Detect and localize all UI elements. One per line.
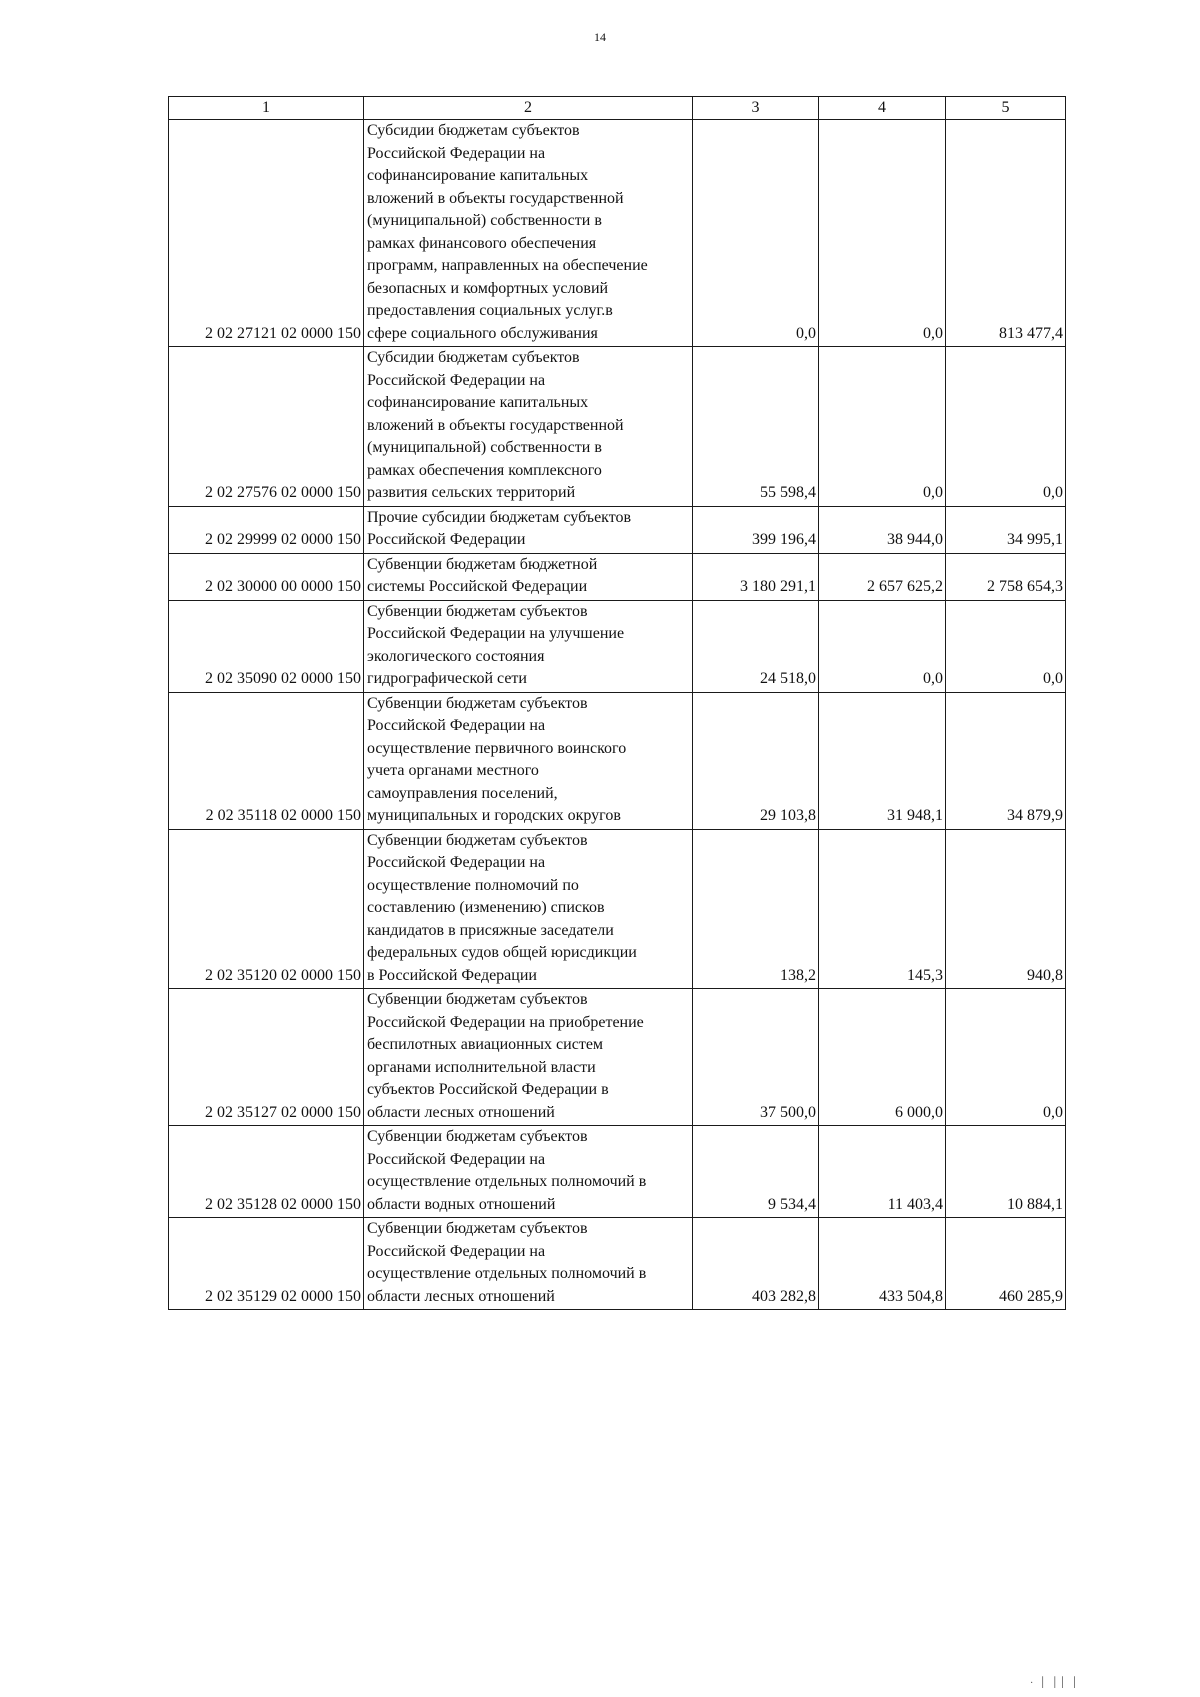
budget-classification-code: 2 02 27121 02 0000 150: [169, 120, 364, 347]
table-row: [169, 506, 1066, 553]
amount-col3: 138,2: [693, 829, 819, 989]
amount-col4: 0,0: [819, 347, 946, 507]
amount-col4: 2 657 625,2: [819, 553, 946, 600]
revenue-name: Прочие субсидии бюджетам субъектов Российской Федерации: [364, 506, 693, 553]
budget-classification-code: 2 02 27576 02 0000 150: [169, 347, 364, 507]
column-header-4: 4: [819, 97, 946, 120]
column-header-5: 5: [946, 97, 1066, 120]
amount-col3: 37 500,0: [693, 989, 819, 1126]
revenue-name: Субвенции бюджетам субъектов Российской Федерации на осуществление первичного воинского учета органами местного самоуправления поселений, муниципальных и городских округов: [364, 692, 693, 829]
amount-col3: 3 180 291,1: [693, 553, 819, 600]
revenue-name: Субвенции бюджетам субъектов Российской Федерации на улучшение экологического состояния гидрографической сети: [364, 600, 693, 692]
amount-col4: 0,0: [819, 120, 946, 347]
revenue-name: Субсидии бюджетам субъектов Российской Федерации на софинансирование капитальных вложений в объекты государственной (муниципальной) собственности в рамках обеспечения комплексного развития сельских территорий: [364, 347, 693, 507]
amount-col3: 0,0: [693, 120, 819, 347]
amount-col5: 2 758 654,3: [946, 553, 1066, 600]
amount-col3: 403 282,8: [693, 1218, 819, 1310]
budget-classification-code: 2 02 35090 02 0000 150: [169, 600, 364, 692]
amount-col5: 460 285,9: [946, 1218, 1066, 1310]
amount-col3: 24 518,0: [693, 600, 819, 692]
table-row: [169, 1218, 1066, 1310]
table-row: [169, 600, 1066, 692]
amount-col3: 55 598,4: [693, 347, 819, 507]
revenue-name: Субвенции бюджетам субъектов Российской Федерации на осуществление отдельных полномочий в области водных отношений: [364, 1126, 693, 1218]
column-header-3: 3: [693, 97, 819, 120]
budget-classification-code: 2 02 35129 02 0000 150: [169, 1218, 364, 1310]
amount-col3: 9 534,4: [693, 1126, 819, 1218]
amount-col5: 813 477,4: [946, 120, 1066, 347]
table-row: [169, 120, 1066, 347]
amount-col5: 10 884,1: [946, 1126, 1066, 1218]
amount-col4: 0,0: [819, 600, 946, 692]
column-header-1: 1: [169, 97, 364, 120]
budget-classification-code: 2 02 29999 02 0000 150: [169, 506, 364, 553]
amount-col4: 31 948,1: [819, 692, 946, 829]
amount-col5: 940,8: [946, 829, 1066, 989]
amount-col3: 399 196,4: [693, 506, 819, 553]
budget-classification-code: 2 02 35118 02 0000 150: [169, 692, 364, 829]
table-header-row: [169, 97, 1066, 120]
budget-classification-code: 2 02 35127 02 0000 150: [169, 989, 364, 1126]
amount-col4: 433 504,8: [819, 1218, 946, 1310]
budget-classification-code: 2 02 35128 02 0000 150: [169, 1126, 364, 1218]
amount-col3: 29 103,8: [693, 692, 819, 829]
revenue-name: Субвенции бюджетам бюджетной системы Российской Федерации: [364, 553, 693, 600]
table-row: [169, 829, 1066, 989]
amount-col5: 34 879,9: [946, 692, 1066, 829]
table-row: [169, 692, 1066, 829]
budget-revenue-table: [168, 96, 1066, 1310]
amount-col4: 145,3: [819, 829, 946, 989]
table-row: [169, 989, 1066, 1126]
amount-col4: 6 000,0: [819, 989, 946, 1126]
budget-classification-code: 2 02 30000 00 0000 150: [169, 553, 364, 600]
revenue-name: Субвенции бюджетам субъектов Российской Федерации на осуществление полномочий по составлению (изменению) списков кандидатов в присяжные заседатели федеральных судов общей юрисдикции в Российской Федерации: [364, 829, 693, 989]
table-row: [169, 1126, 1066, 1218]
amount-col5: 34 995,1: [946, 506, 1066, 553]
revenue-name: Субвенции бюджетам субъектов Российской Федерации на осуществление отдельных полномочий в области лесных отношений: [364, 1218, 693, 1310]
revenue-name: Субвенции бюджетам субъектов Российской Федерации на приобретение беспилотных авиационных систем органами исполнительной власти субъектов Российской Федерации в области лесных отношений: [364, 989, 693, 1126]
table-row: [169, 347, 1066, 507]
revenue-name: Субсидии бюджетам субъектов Российской Федерации на софинансирование капитальных вложений в объекты государственной (муниципальной) собственности в рамках финансового обеспечения программ, направленных на обеспечение безопасных и комфортных условий предоставления социальных услуг.в сфере социального обслуживания: [364, 120, 693, 347]
scan-mark: · ׀ ׀׀ ׀: [1030, 1678, 1080, 1689]
table-row: [169, 553, 1066, 600]
amount-col5: 0,0: [946, 989, 1066, 1126]
amount-col4: 38 944,0: [819, 506, 946, 553]
budget-classification-code: 2 02 35120 02 0000 150: [169, 829, 364, 989]
amount-col5: 0,0: [946, 347, 1066, 507]
amount-col4: 11 403,4: [819, 1126, 946, 1218]
column-header-2: 2: [364, 97, 693, 120]
page-number: 14: [594, 30, 606, 44]
amount-col5: 0,0: [946, 600, 1066, 692]
